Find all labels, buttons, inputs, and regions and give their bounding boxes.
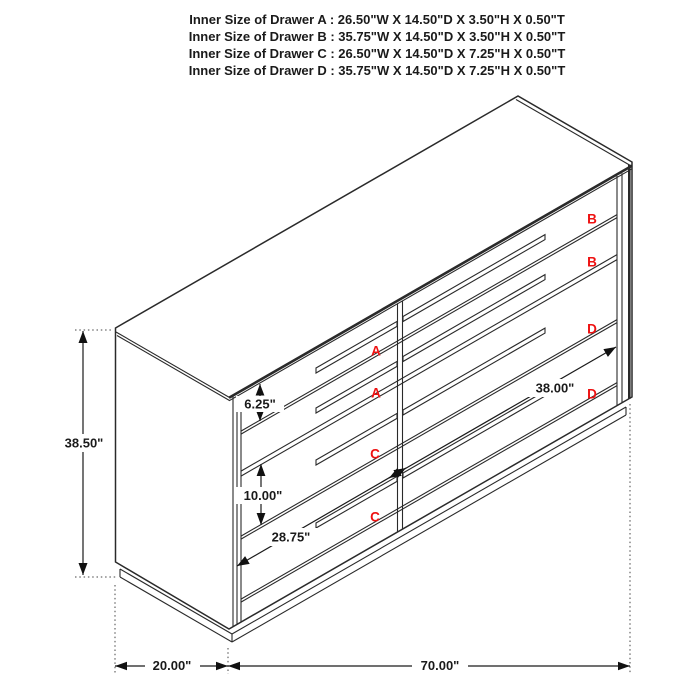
left-bank-width-label: 28.75" — [271, 529, 311, 545]
drawer-label-b2: B — [587, 254, 597, 270]
arrowhead-up-icon — [256, 384, 265, 396]
drawer-handle-a1 — [316, 321, 397, 373]
spec-header — [189, 12, 566, 78]
left-stile-lines — [233, 397, 241, 627]
overall-width-label: 70.00" — [420, 658, 460, 673]
plinth-lines — [120, 407, 626, 642]
drawer-handle-b2 — [403, 275, 545, 362]
arrowhead-up-icon — [79, 331, 88, 343]
drawer-handle-a2 — [316, 361, 397, 413]
drawer-label-a1: A — [371, 343, 381, 359]
arrowhead-left-icon — [115, 662, 127, 670]
small-drawer-height-label: 6.25" — [244, 396, 276, 412]
dresser-drawing — [116, 96, 633, 642]
spec-line-c: Inner Size of Drawer C : 26.50"W X 14.50"D X 7.25"H X 0.50"T — [188, 46, 566, 61]
large-drawer-height-label: 10.00" — [243, 488, 283, 503]
drawer-label-d1: D — [587, 321, 597, 337]
dresser-outline — [116, 96, 633, 629]
spec-line-b: Inner Size of Drawer B : 35.75"W X 14.50"D X 3.50"H X 0.50"T — [188, 29, 566, 44]
dimension-overall-height — [57, 330, 118, 577]
overall-depth-label: 20.00" — [152, 658, 192, 673]
spec-line-a: Inner Size of Drawer A : 26.50"W X 14.50"D X 3.50"H X 0.50"T — [189, 12, 565, 27]
arrowhead-up-right-icon — [603, 347, 616, 357]
arrowhead-right-icon — [216, 662, 228, 670]
right-stile-lines — [617, 165, 629, 406]
arrowhead-right-icon — [618, 662, 630, 670]
drawer-label-d2: D — [587, 386, 597, 402]
right-bank-width-label: 38.00" — [535, 380, 575, 396]
overall-height-label: 38.50" — [64, 435, 104, 451]
arrowhead-left-icon — [228, 662, 240, 670]
arrowhead-down-icon — [79, 563, 88, 575]
drawer-label-c2: C — [370, 509, 380, 525]
drawer-label-c1: C — [370, 446, 380, 462]
drawer-handle-c2 — [316, 476, 397, 528]
arrowhead-down-left-icon — [237, 556, 250, 566]
drawer-label-a2: A — [371, 385, 381, 401]
center-divider — [398, 301, 403, 532]
spec-line-d: Inner Size of Drawer D : 35.75"W X 14.50"D X 7.25"H X 0.50"T — [188, 63, 566, 78]
drawer-label-b1: B — [587, 211, 597, 227]
